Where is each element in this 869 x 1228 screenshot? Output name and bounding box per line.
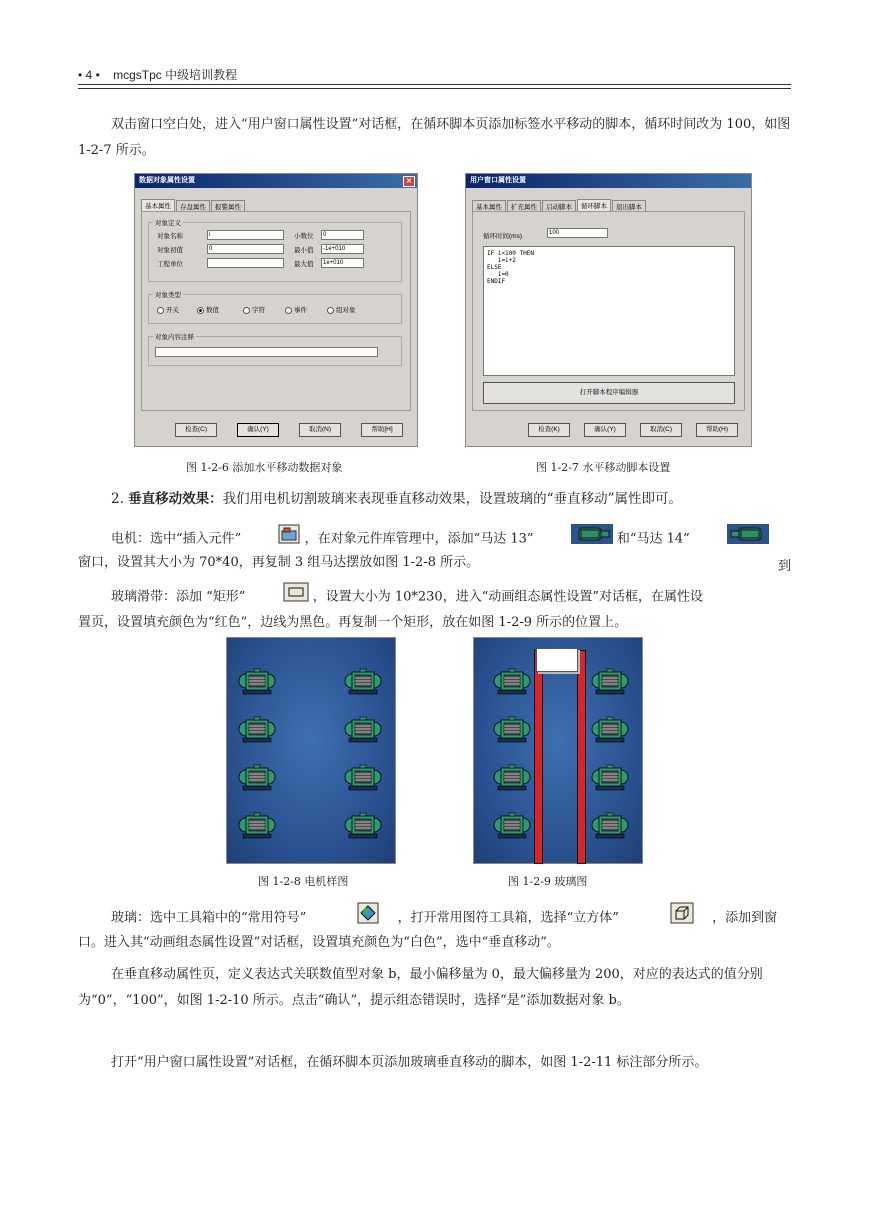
bullet: • <box>95 68 100 82</box>
motor-icon <box>343 764 383 792</box>
text-run: ，在对象元件库管理中，添加“马达 13” <box>304 531 534 547</box>
section-number: 2. <box>111 491 129 507</box>
radio-label: 组对象 <box>336 307 356 314</box>
object-def-group <box>148 222 402 282</box>
radio-group[interactable] <box>327 305 356 314</box>
max-label: 最大值 <box>294 261 314 268</box>
motor-icon <box>237 668 277 696</box>
radio-event[interactable] <box>285 305 307 314</box>
motor-icon <box>590 668 630 696</box>
confirm-button[interactable]: 确认(Y) <box>584 423 626 437</box>
init-field[interactable]: 0 <box>207 244 284 254</box>
figure-caption: 图 1-2-7 水平移动脚本设置 <box>536 461 671 474</box>
white-cube <box>536 648 578 672</box>
header-rule-thin <box>78 88 791 89</box>
motor-icon <box>590 764 630 792</box>
min-field[interactable]: -1e+010 <box>321 244 364 254</box>
motor-icon <box>237 716 277 744</box>
book-title: mcgsTpc 中级培训教程 <box>113 68 238 82</box>
min-label: 最小值 <box>294 247 314 254</box>
dialog-title: 数据对象属性设置 <box>139 177 195 184</box>
unit-label: 工程单位 <box>157 261 183 268</box>
page-number: 4 <box>85 68 93 82</box>
name-field[interactable]: i <box>207 230 284 240</box>
tab-panel <box>141 211 411 411</box>
figure-caption: 图 1-2-9 玻璃图 <box>508 875 588 888</box>
window-props-dialog <box>465 173 752 447</box>
running-header <box>78 66 237 83</box>
glass-diagram <box>473 637 643 864</box>
open-editor-button[interactable]: 打开脚本程序编辑器 <box>483 382 735 404</box>
motor-icon <box>343 812 383 840</box>
confirm-button[interactable]: 确认(Y) <box>237 423 279 437</box>
figure-caption: 图 1-2-6 添加水平移动数据对象 <box>186 461 343 474</box>
help-button[interactable]: 帮助[H] <box>361 423 403 437</box>
init-label: 对象初值 <box>157 247 183 254</box>
note-group <box>148 336 402 366</box>
radio-switch[interactable] <box>157 305 179 314</box>
script-editor[interactable]: IF i<100 THEN i=i+2 ELSE i=0 ENDIF <box>483 246 735 376</box>
motor-icon <box>343 716 383 744</box>
decimal-label: 小数位 <box>294 233 314 240</box>
tab-cycle-script[interactable]: 循环脚本 <box>577 199 611 211</box>
motor-icon <box>492 668 532 696</box>
tab-alarm[interactable]: 报警属性 <box>211 200 245 212</box>
text-run: 电机：选中“插入元件” <box>111 531 242 547</box>
tab-basic[interactable]: 基本属性 <box>472 200 506 212</box>
tab-start-script[interactable]: 启动脚本 <box>542 200 576 212</box>
dialog-titlebar <box>466 174 751 188</box>
text-run: ，添加到窗 <box>712 910 778 926</box>
text-run: 到 <box>777 559 791 574</box>
motor-icon <box>237 812 277 840</box>
radio-number[interactable] <box>197 305 219 314</box>
paragraph-last: 打开“用户窗口属性设置”对话框，在循环脚本页添加玻璃垂直移动的脚本，如图 1-2-11 标注部分所示。 <box>111 1055 708 1070</box>
radio-icon <box>243 307 250 314</box>
tab-extended[interactable]: 扩充属性 <box>507 200 541 212</box>
check-button[interactable]: 检查(C) <box>175 423 217 437</box>
radio-label: 字符 <box>252 307 265 314</box>
radio-label: 开关 <box>166 307 179 314</box>
radio-icon <box>327 307 334 314</box>
motor-icon <box>590 812 630 840</box>
text-run: 玻璃滑带：添加 “矩形” <box>111 589 246 605</box>
radio-label: 事件 <box>294 307 307 314</box>
text-run: ，设置大小为 10*230，进入“动画组态属性设置”对话框，在属性设 <box>312 589 703 605</box>
tab-storage[interactable]: 存盘属性 <box>176 200 210 212</box>
text-run: 玻璃：选中工具箱中的“常用符号” <box>111 910 307 926</box>
object-type-group <box>148 294 402 324</box>
text-run: 和“马达 14” <box>616 531 690 547</box>
check-button[interactable]: 检查(K) <box>528 423 570 437</box>
motor-icon <box>590 716 630 744</box>
tab-panel <box>472 211 745 411</box>
section-text: 我们用电机切割玻璃来表现垂直移动效果，设置玻璃的“垂直移动”属性即可。 <box>222 491 682 507</box>
motor-diagram <box>226 637 396 864</box>
red-strip-left <box>534 650 543 864</box>
paragraph-motor-cont: 窗口，设置其大小为 70*40，再复制 3 组马达摆放如图 1-2-8 所示。 <box>78 555 480 570</box>
tab-basic[interactable]: 基本属性 <box>141 199 175 211</box>
close-icon[interactable]: ✕ <box>403 176 415 187</box>
motor-icon <box>237 764 277 792</box>
data-object-dialog <box>134 173 418 447</box>
group-title: 对象定义 <box>155 220 181 227</box>
paragraph-glass-cont: 口。进入其“动画组态属性设置”对话框，设置填充颜色为“白色”，选中“垂直移动”。 <box>78 935 560 950</box>
rectangle-tool-icon <box>250 582 309 612</box>
motor-icon <box>492 812 532 840</box>
radio-checked-icon <box>197 307 204 314</box>
motor-icon <box>343 668 383 696</box>
group-title: 对象内容注释 <box>155 334 194 341</box>
dialog-titlebar <box>135 174 417 188</box>
help-button[interactable]: 帮助(H) <box>696 423 738 437</box>
text-run: ，打开常用图符工具箱，选择“立方体” <box>397 910 619 926</box>
dialog-title: 用户窗口属性设置 <box>470 177 526 184</box>
cycle-time-field[interactable]: 100 <box>547 228 608 238</box>
radio-string[interactable] <box>243 305 265 314</box>
cycle-time-label: 循环时间(ms) <box>483 233 522 240</box>
paragraph-glass-strip-cont: 置页，设置填充颜色为“红色”，边线为黑色。再复制一个矩形，放在如图 1-2-9 所示的位置上。 <box>78 615 628 630</box>
radio-icon <box>157 307 164 314</box>
motor-icon <box>492 716 532 744</box>
tab-exit-script[interactable]: 退出脚本 <box>612 200 646 212</box>
paragraph-intro: 双击窗口空白处，进入“用户窗口属性设置”对话框，在循环脚本页添加标签水平移动的脚本，循环时间改为 100，如图 1-2-7 所示。 <box>78 117 791 158</box>
paragraph-vertical-move: 在垂直移动属性页，定义表达式关联数值型对象 b，最小偏移量为 0，最大偏移量为 200，对应的表达式的值分别为“0”，“100”，如图 1-2-10 所示。点击“确认”，提示组态错误时，选择“是”添加数据对象 b。 <box>78 967 763 1008</box>
motor-icon <box>492 764 532 792</box>
name-label: 对象名称 <box>157 233 183 240</box>
figure-caption: 图 1-2-8 电机样图 <box>258 875 349 888</box>
unit-field[interactable] <box>207 258 284 268</box>
paragraph-glass-strip <box>78 582 791 612</box>
max-field[interactable]: 1e+010 <box>321 258 364 268</box>
section-heading <box>78 486 791 512</box>
red-strip-right <box>577 650 586 864</box>
radio-icon <box>285 307 292 314</box>
section-title: 垂直移动效果： <box>128 491 223 507</box>
radio-label: 数值 <box>206 307 219 314</box>
decimal-field[interactable]: 0 <box>321 230 364 240</box>
group-title: 对象类型 <box>155 292 181 299</box>
note-field[interactable] <box>155 347 378 357</box>
header-rule <box>78 84 791 85</box>
cancel-button[interactable]: 取消(C) <box>640 423 682 437</box>
bullet: • <box>78 68 83 82</box>
cancel-button[interactable]: 取消(N) <box>299 423 341 437</box>
